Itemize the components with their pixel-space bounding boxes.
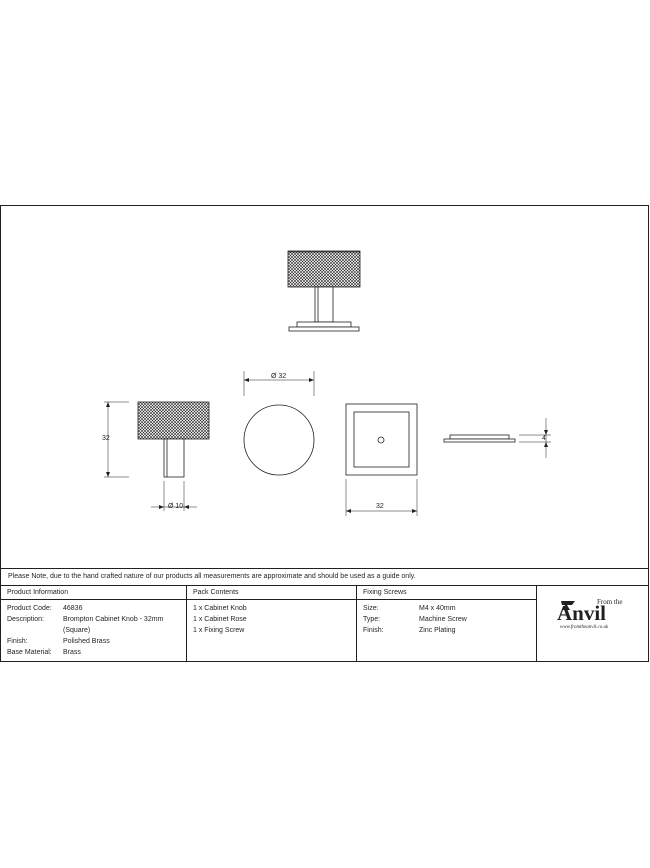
pack-item: 1 x Cabinet Knob (193, 605, 247, 612)
description-label: Description: (7, 616, 44, 623)
logo-brand: Anvil (557, 601, 607, 625)
description-value-cont: (Square) (63, 627, 91, 634)
knob-top-view (244, 371, 314, 475)
screw-finish-value: Zinc Plating (419, 627, 456, 634)
screw-size-row (363, 603, 536, 614)
product-code-label: Product Code: (7, 605, 52, 612)
pack-contents-heading: Pack Contents (187, 586, 356, 600)
dim-top-diameter: Ø 32 (271, 373, 287, 380)
knob-perspective-view (288, 251, 360, 331)
dim-knob-height: 32 (102, 435, 110, 442)
screw-type-value: Machine Screw (419, 616, 467, 623)
anvil-logo-svg (537, 586, 649, 662)
drawing-svg (1, 206, 648, 566)
product-code-value: 46836 (63, 605, 83, 612)
product-info-heading: Product Information (1, 586, 186, 600)
screw-size-label: Size: (363, 605, 379, 612)
pack-item: 1 x Fixing Screw (193, 627, 245, 634)
product-info-panel (1, 586, 186, 662)
drawing-sheet (0, 205, 649, 662)
dim-rose-thickness: 4 (542, 435, 546, 442)
screw-size-value: M4 x 40mm (419, 605, 456, 612)
title-block (1, 585, 648, 662)
finish-row (7, 636, 186, 647)
screw-finish-label: Finish: (363, 627, 384, 634)
fixing-screws-heading: Fixing Screws (357, 586, 536, 600)
pack-item: 1 x Cabinet Rose (193, 616, 247, 623)
fixing-screws-panel (356, 586, 536, 662)
description-row (7, 614, 186, 625)
screw-finish-row (363, 625, 536, 636)
base-material-label: Base Material: (7, 649, 52, 656)
base-material-row (7, 647, 186, 658)
description-row-cont (7, 625, 186, 636)
dim-stem-diameter: Ø 10 (168, 503, 184, 510)
base-material-value: Brass (63, 649, 81, 656)
finish-value: Polished Brass (63, 638, 110, 645)
disclaimer-note: Please Note, due to the hand crafted nature of our products all measurements are approximate and should be used as a guide only. (1, 568, 648, 584)
rose-front-view (346, 404, 417, 516)
screw-type-label: Type: (363, 616, 381, 623)
rose-side-view (444, 418, 551, 458)
logo-from-the: From the (597, 598, 623, 606)
brand-logo (536, 586, 649, 662)
knob-side-view (104, 402, 209, 511)
product-code-row (7, 603, 186, 614)
technical-drawing (1, 206, 648, 566)
finish-label: Finish: (7, 638, 28, 645)
screw-type-row (363, 614, 536, 625)
logo-url: www.fromtheanvil.co.uk (560, 625, 609, 630)
dim-rose-width: 32 (376, 503, 384, 510)
description-value: Brompton Cabinet Knob - 32mm (63, 616, 164, 623)
pack-contents-panel (186, 586, 356, 662)
